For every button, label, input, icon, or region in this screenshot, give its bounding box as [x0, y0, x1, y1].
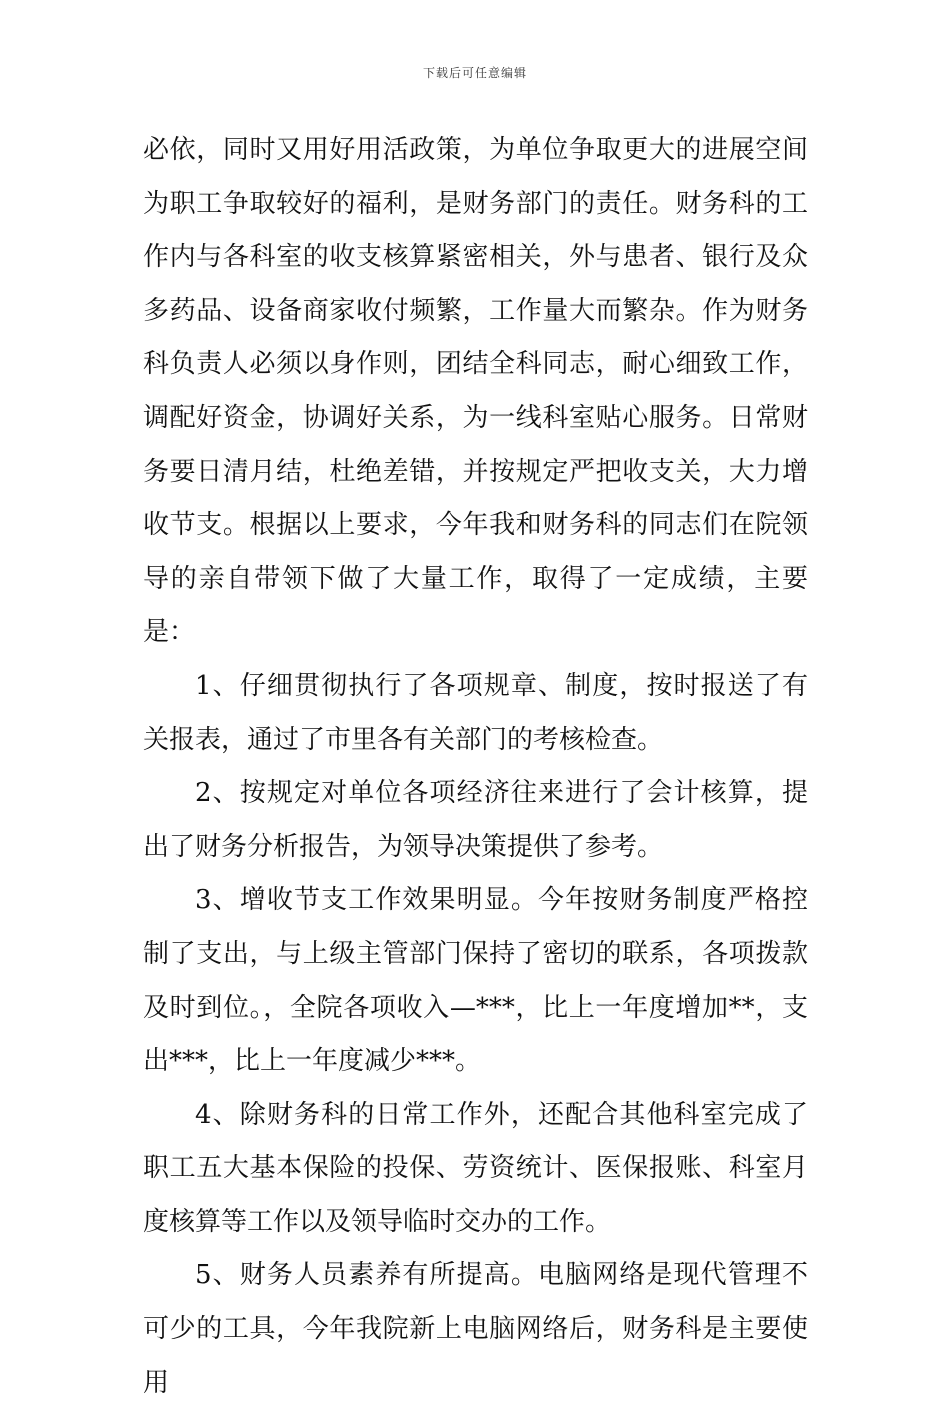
paragraph-item-5: 5、财务人员素养有所提高。电脑网络是现代管理不可少的工具，今年我院新上电脑网络后，财务科是主要使用: [143, 1260, 808, 1398]
page-header: 下载后可任意编辑: [422, 66, 527, 80]
paragraph-item-4: 4、除财务科的日常工作外，还配合其他科室完成了职工五大基本保险的投保、劳资统计、医保报账、科室月度核算等工作以及领导临时交办的工作。: [143, 1099, 808, 1237]
paragraph-item-3: 3、增收节支工作效果明显。今年按财务制度严格控制了支出，与上级主管部门保持了密切的联系，各项拨款及时到位。，全院各项收入—***，比上一年度增加**，支出***，比上一年度减少***。: [143, 885, 808, 1077]
paragraph-item-1: 1、仔细贯彻执行了各项规章、制度，按时报送了有关报表，通过了市里各有关部门的考核检查。: [143, 670, 808, 755]
document-body: [143, 124, 808, 1410]
paragraph-item-2: 2、按规定对单位各项经济往来进行了会计核算，提出了财务分析报告，为领导决策提供了参考。: [143, 778, 808, 862]
paragraph-continuation: 必依，同时又用好用活政策，为单位争取更大的进展空间为职工争取较好的福利，是财务部门的责任。财务科的工作内与各科室的收支核算紧密相关，外与患者、银行及众多药品、设备商家收付频繁，工作量大而繁杂。作为财务科负责人必须以身作则，团结全科同志，耐心细致工作，调配好资金，协调好关系，为一线科室贴心服务。日常财务要日清月结，杜绝差错，并按规定严把收支关，大力增收节支。根据以上要求，今年我和财务科的同志们在院领导的亲自带领下做了大量工作，取得了一定成绩，主要是：: [143, 135, 808, 648]
